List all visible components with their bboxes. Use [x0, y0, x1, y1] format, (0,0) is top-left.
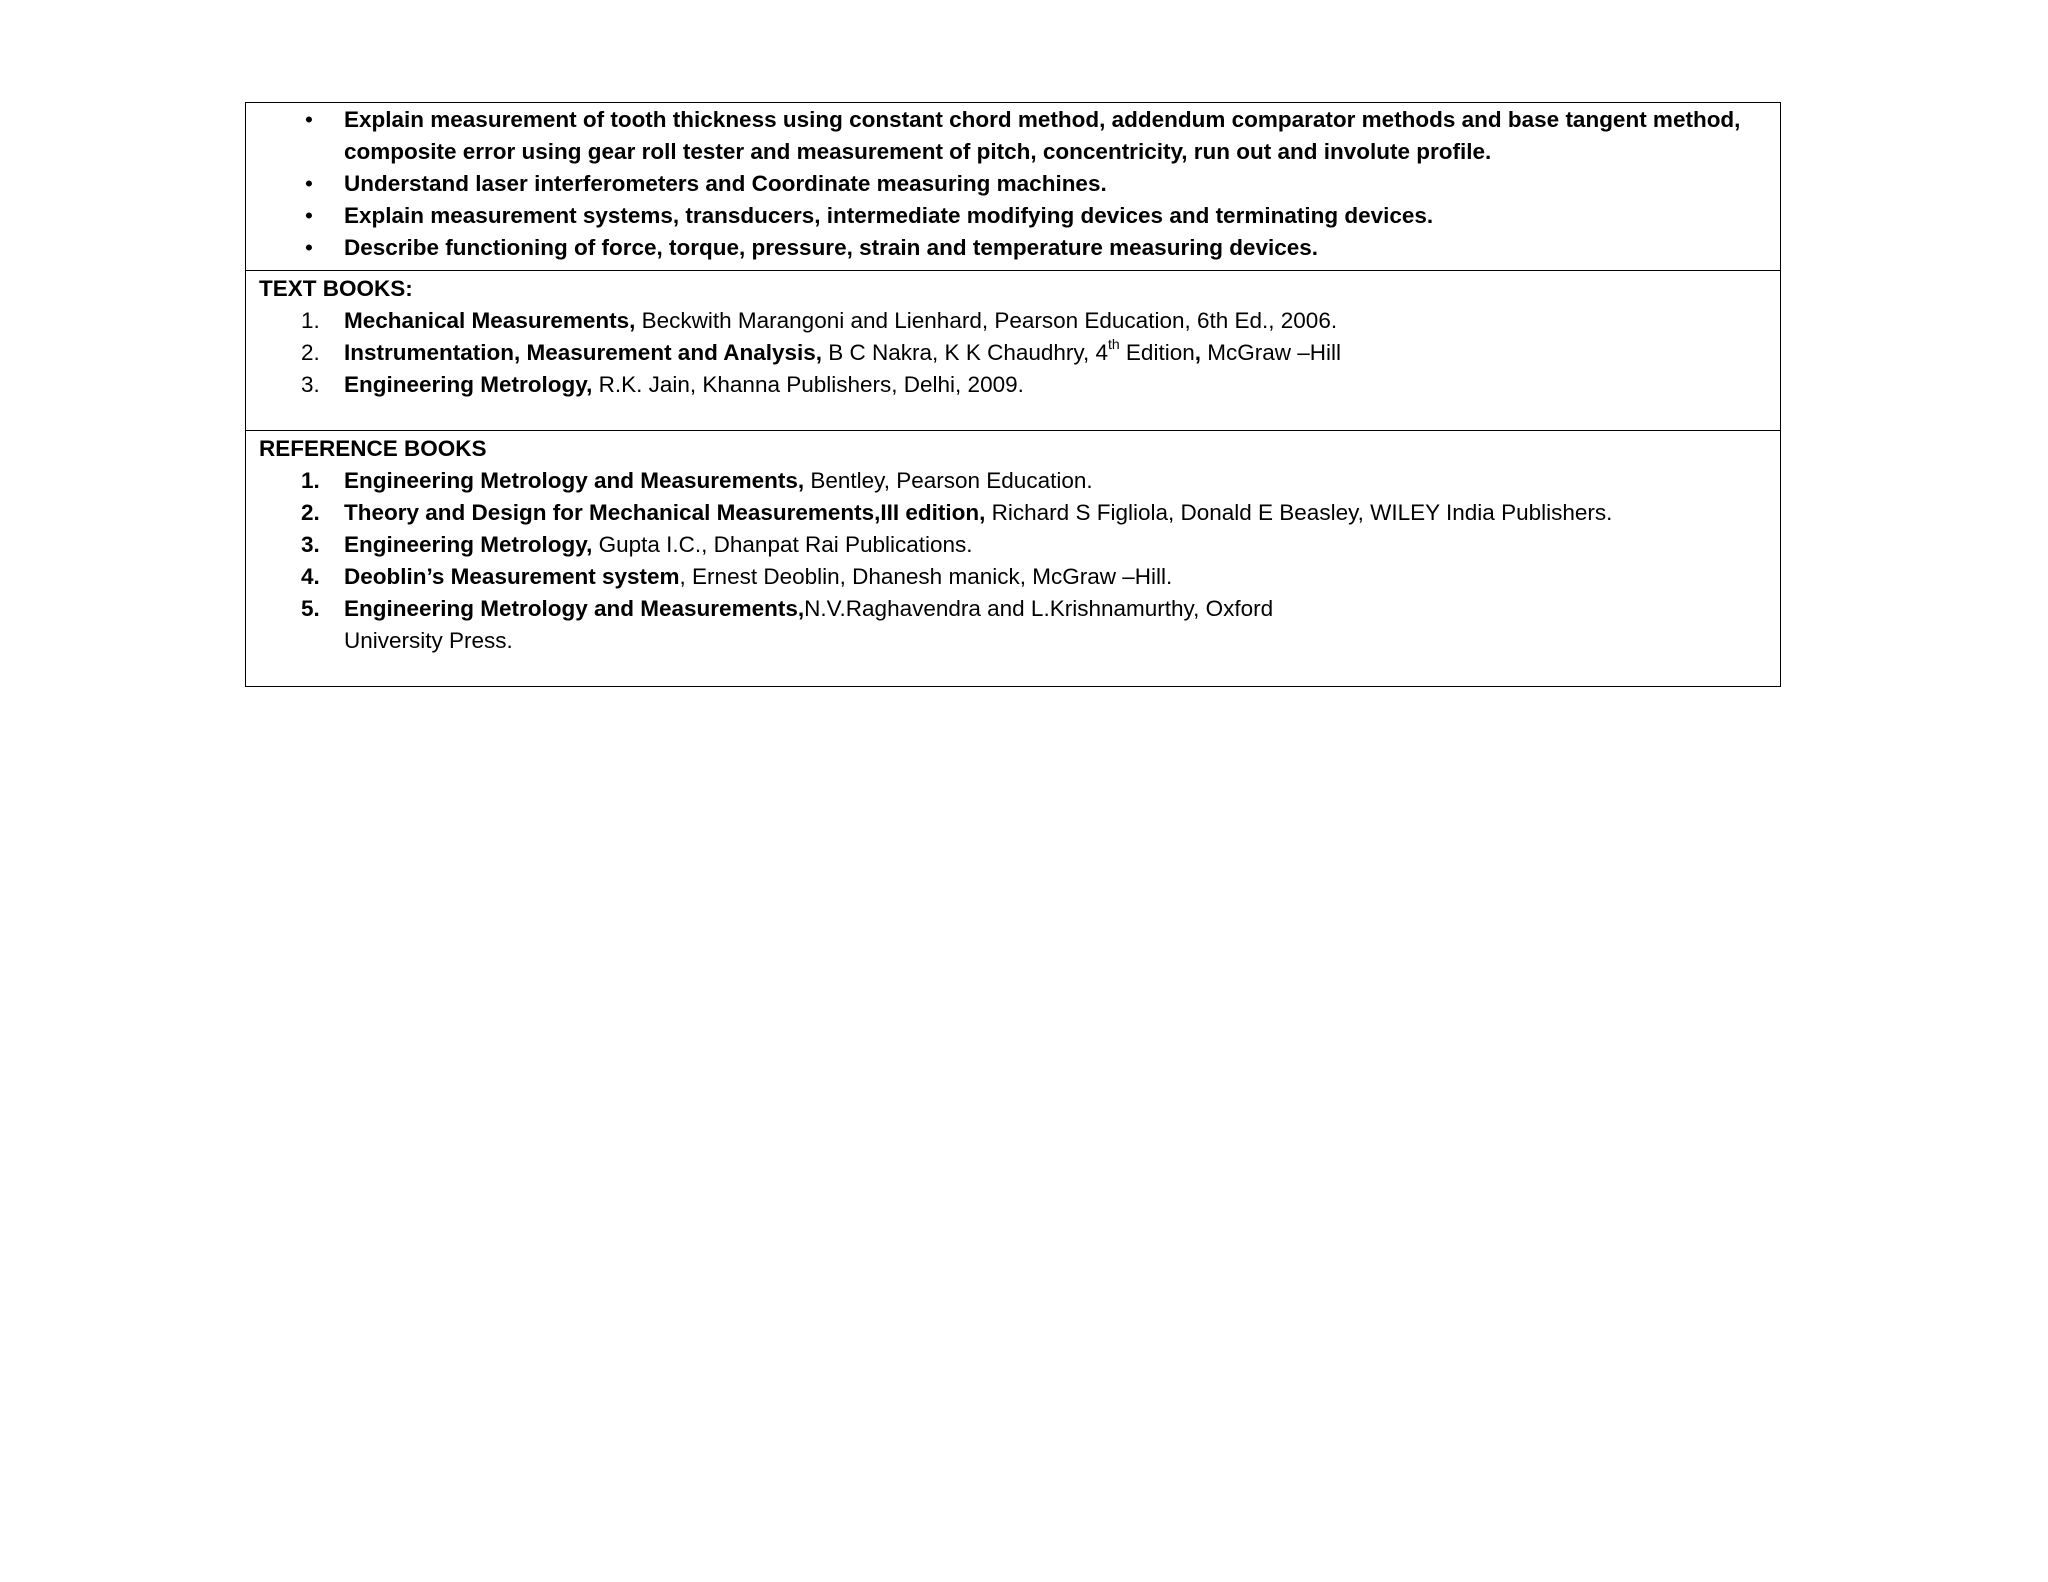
- book-title: Deoblin’s Measurement system: [344, 564, 680, 589]
- book-details: B C Nakra, K K Chaudhry, 4: [822, 340, 1108, 365]
- book-title: Theory and Design for Mechanical Measurements,III edition,: [344, 500, 986, 525]
- reference-book-item: [259, 561, 1770, 593]
- text-books-cell: [246, 270, 1780, 430]
- text-book-item: [259, 337, 1770, 369]
- list-number: 1.: [301, 468, 320, 493]
- reference-books-heading: REFERENCE BOOKS: [259, 436, 487, 461]
- list-number: 1.: [301, 308, 320, 333]
- book-title: Engineering Metrology,: [344, 372, 593, 397]
- list-number: 2.: [301, 500, 320, 525]
- outcome-item: [259, 200, 1770, 232]
- book-details-edition: Edition: [1119, 340, 1195, 365]
- book-title: Instrumentation, Measurement and Analysis,: [344, 340, 823, 365]
- reference-book-item: [259, 497, 1770, 529]
- list-number: 3.: [301, 372, 320, 397]
- book-details: R.K. Jain, Khanna Publishers, Delhi, 2009.: [592, 372, 1024, 397]
- list-number: 4.: [301, 564, 320, 589]
- book-title: Mechanical Measurements,: [344, 308, 636, 333]
- book-details: N.V.Raghavendra and L.Krishnamurthy, Oxford University Press.: [344, 596, 1274, 653]
- book-details-comma: ,: [1194, 340, 1201, 365]
- bullet-icon: •: [305, 107, 313, 132]
- course-outcomes-cell: [246, 103, 1780, 270]
- text-book-item: [259, 369, 1770, 401]
- book-details: Gupta I.C., Dhanpat Rai Publications.: [592, 532, 973, 557]
- text-book-item: [259, 305, 1770, 337]
- syllabus-table: [245, 102, 1781, 687]
- text-books-list: [259, 305, 1770, 401]
- reference-book-item: [259, 465, 1770, 497]
- bullet-icon: •: [305, 171, 313, 196]
- reference-book-item: [259, 593, 1334, 657]
- reference-books-list: [259, 465, 1770, 657]
- list-number: 5.: [301, 596, 320, 621]
- text-books-heading: TEXT BOOKS:: [259, 276, 413, 301]
- outcome-item: [259, 232, 1770, 264]
- book-details: Bentley, Pearson Education.: [804, 468, 1093, 493]
- outcome-item: [259, 168, 1770, 200]
- bullet-icon: •: [305, 235, 313, 260]
- book-title: Engineering Metrology,: [344, 532, 593, 557]
- course-outcomes-list: [259, 104, 1770, 264]
- outcome-text: Explain measurement systems, transducers, intermediate modifying devices and terminating devices.: [344, 203, 1434, 228]
- list-number: 2.: [301, 340, 320, 365]
- reference-book-item: [259, 529, 1770, 561]
- book-details: Richard S Figliola, Donald E Beasley, WILEY India Publishers.: [985, 500, 1613, 525]
- outcome-text: Describe functioning of force, torque, pressure, strain and temperature measuring devices.: [344, 235, 1319, 260]
- book-details: Beckwith Marangoni and Lienhard, Pearson Education, 6th Ed., 2006.: [635, 308, 1338, 333]
- book-title: Engineering Metrology and Measurements,: [344, 596, 805, 621]
- bullet-icon: •: [305, 203, 313, 228]
- outcome-item: [259, 104, 1770, 168]
- reference-books-cell: [246, 430, 1780, 686]
- outcome-text: Understand laser interferometers and Coordinate measuring machines.: [344, 171, 1107, 196]
- list-number: 3.: [301, 532, 320, 557]
- book-title: Engineering Metrology and Measurements,: [344, 468, 805, 493]
- outcome-text: Explain measurement of tooth thickness using constant chord method, addendum comparator methods and base tangent method, composite error using gear roll tester and measurement of pitch, concentricity, run out and involute profile.: [344, 107, 1741, 164]
- ordinal-superscript: th: [1107, 335, 1120, 352]
- book-details: , Ernest Deoblin, Dhanesh manick, McGraw –Hill.: [679, 564, 1173, 589]
- book-details-publisher: McGraw –Hill: [1201, 340, 1342, 365]
